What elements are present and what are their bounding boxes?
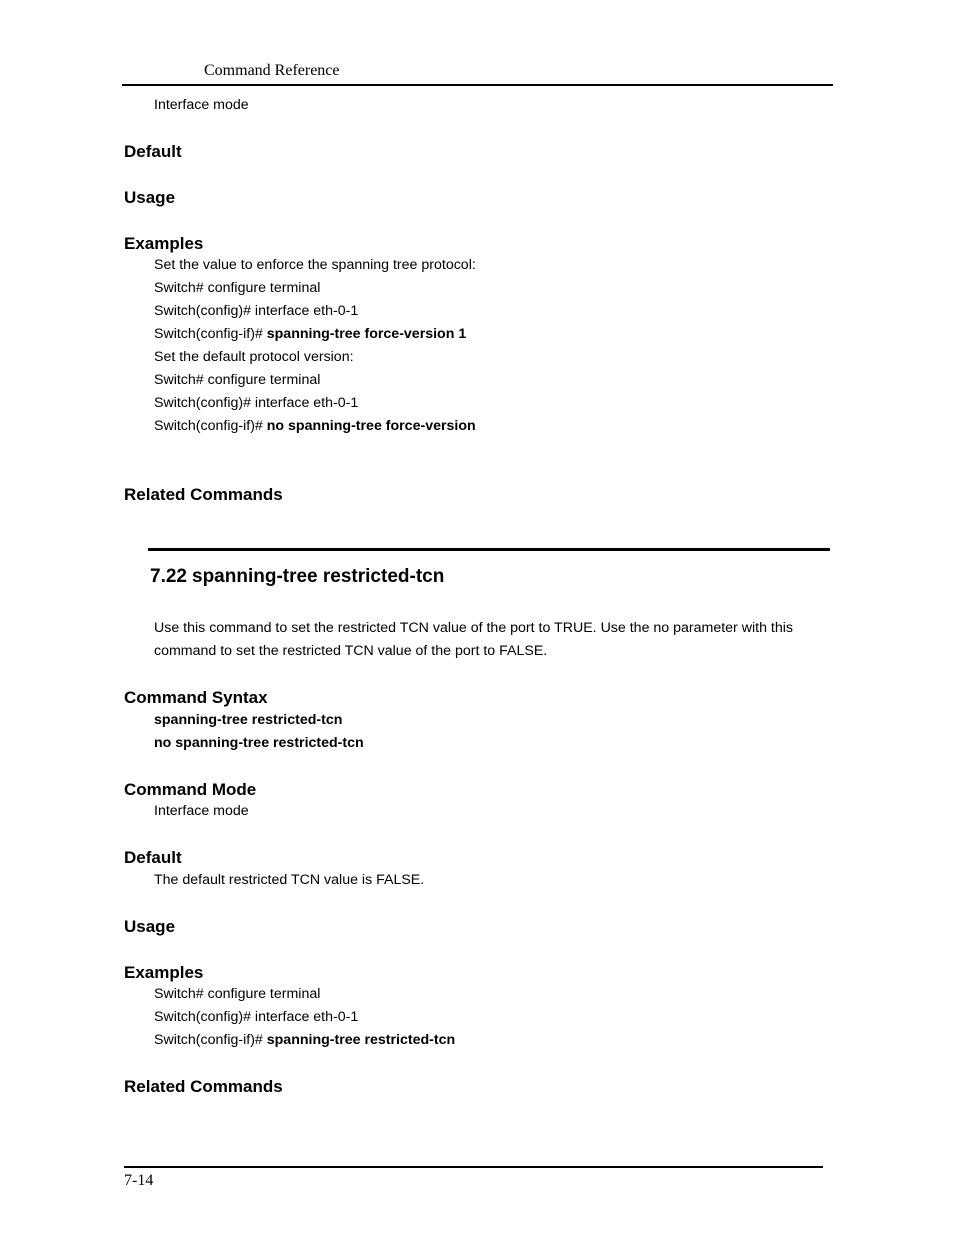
prev-mode-text: Interface mode bbox=[154, 97, 249, 113]
mode-text: Interface mode bbox=[154, 803, 249, 819]
footer-rule bbox=[124, 1166, 823, 1168]
running-header-title: Command Reference bbox=[204, 62, 340, 79]
example-line: Switch# configure terminal bbox=[154, 986, 321, 1002]
header-rule bbox=[122, 84, 833, 86]
section-title-text: spanning-tree restricted-tcn bbox=[192, 566, 445, 587]
mode-heading: Command Mode bbox=[124, 780, 257, 799]
examples-heading: Examples bbox=[124, 963, 204, 982]
prev-example-command: no spanning-tree force-version bbox=[266, 418, 476, 434]
section-number: 7.22 bbox=[150, 566, 187, 587]
section-description-line: command to set the restricted TCN value of the port to FALSE. bbox=[154, 643, 548, 659]
prev-example-line: Switch(config)# interface eth-0-1 bbox=[154, 303, 359, 319]
prev-default-heading: Default bbox=[124, 142, 182, 161]
syntax-heading: Command Syntax bbox=[124, 688, 268, 707]
syntax-line: no spanning-tree restricted-tcn bbox=[154, 735, 364, 751]
example-line: Switch(config-if)# spanning-tree restricted-tcn bbox=[154, 1032, 456, 1048]
related-heading: Related Commands bbox=[124, 1077, 283, 1096]
example-line: Switch(config)# interface eth-0-1 bbox=[154, 1009, 359, 1025]
prev-example-line: Switch(config)# interface eth-0-1 bbox=[154, 395, 359, 411]
prev-example-line: Switch# configure terminal bbox=[154, 372, 321, 388]
page-number: 7-14 bbox=[124, 1172, 154, 1189]
prev-example-line: Switch# configure terminal bbox=[154, 280, 321, 296]
prev-example-line: Switch(config-if)# spanning-tree force-version 1 bbox=[154, 326, 467, 342]
prev-examples-heading: Examples bbox=[124, 234, 204, 253]
example-command: spanning-tree restricted-tcn bbox=[266, 1032, 456, 1048]
prev-usage-heading: Usage bbox=[124, 188, 176, 207]
prev-related-heading: Related Commands bbox=[124, 485, 283, 504]
prev-example-line: Switch(config-if)# no spanning-tree force-version bbox=[154, 418, 476, 434]
default-heading: Default bbox=[124, 848, 182, 867]
syntax-line: spanning-tree restricted-tcn bbox=[154, 712, 343, 728]
usage-heading: Usage bbox=[124, 917, 176, 936]
prev-example-command: spanning-tree force-version 1 bbox=[266, 326, 467, 342]
section-title bbox=[150, 566, 444, 588]
prev-example-line: Set the value to enforce the spanning tree protocol: bbox=[154, 257, 476, 273]
default-text: The default restricted TCN value is FALSE. bbox=[154, 872, 425, 888]
section-rule bbox=[148, 548, 830, 551]
prev-example-line: Set the default protocol version: bbox=[154, 349, 354, 365]
section-description-line: Use this command to set the restricted TCN value of the port to TRUE. Use the no parameter with this bbox=[154, 620, 793, 636]
